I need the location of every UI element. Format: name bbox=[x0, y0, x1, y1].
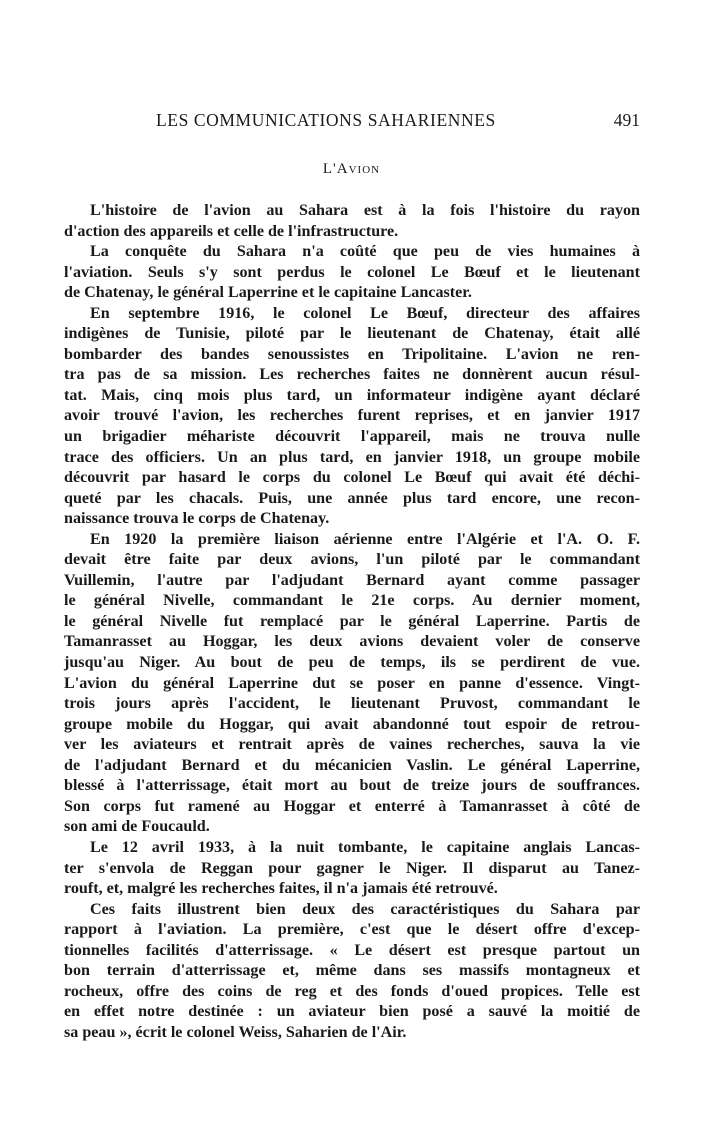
text-line: Vuillemin, l'autre par l'adjudant Bernard ayant comme passager bbox=[64, 571, 640, 589]
text-line: En septembre 1916, le colonel Le Bœuf, directeur des affaires bbox=[90, 304, 640, 322]
running-title: LES COMMUNICATIONS SAHARIENNES bbox=[156, 110, 496, 130]
text-line: d'action des appareils et celle de l'infrastructure. bbox=[64, 222, 399, 240]
text-line: En 1920 la première liaison aérienne entre l'Algérie et l'A. O. F. bbox=[90, 530, 640, 548]
text-line: sa peau », écrit le colonel Weiss, Saharien de l'Air. bbox=[64, 1023, 407, 1041]
text-line: ter s'envola de Reggan pour gagner le Niger. Il disparut au Tanez- bbox=[64, 859, 640, 877]
text-line: tionnelles facilités d'atterrissage. « Le désert est presque partout un bbox=[64, 941, 640, 959]
text-line: rouft, et, malgré les recherches faites, il n'a jamais été retrouvé. bbox=[64, 880, 498, 898]
body-text bbox=[64, 201, 640, 1043]
text-line: naissance trouva le corps de Chatenay. bbox=[64, 510, 330, 528]
text-line: découvrit par hasard le corps du colonel Le Bœuf qui avait été déchi- bbox=[64, 469, 640, 487]
text-line: le général Nivelle, commandant le 21e corps. Au dernier moment, bbox=[64, 592, 640, 610]
text-line: L'avion du général Laperrine dut se poser en panne d'essence. Vingt- bbox=[64, 674, 640, 692]
text-line: Tamanrasset au Hoggar, les deux avions devaient voler de conserve bbox=[64, 633, 640, 651]
text-line: groupe mobile du Hoggar, qui avait abandonné tout espoir de retrou- bbox=[64, 715, 640, 733]
text-line: bon terrain d'atterrissage et, même dans ses massifs montagneux et bbox=[64, 962, 640, 980]
section-title: L'Avion bbox=[322, 161, 381, 177]
text-line: Ces faits illustrent bien deux des caractéristiques du Sahara par bbox=[90, 900, 640, 918]
text-line: indigènes de Tunisie, piloté par le lieutenant de Chatenay, était allé bbox=[64, 325, 640, 343]
text-line: le général Nivelle fut remplacé par le général Laperrine. Partis de bbox=[64, 612, 640, 630]
text-line: ver les aviateurs et rentrait après de vaines recherches, sauva la vie bbox=[64, 736, 640, 754]
text-line: La conquête du Sahara n'a coûté que peu de vies humaines à bbox=[90, 243, 640, 261]
page-number: 491 bbox=[613, 110, 640, 130]
text-line: un brigadier méhariste découvrit l'appareil, mais ne trouva nulle bbox=[64, 428, 640, 446]
running-head bbox=[94, 110, 640, 134]
text-line: rocheux, offre des coins de reg et des fonds d'oued propices. Telle est bbox=[64, 982, 640, 1000]
text-line: son ami de Foucauld. bbox=[64, 818, 210, 836]
text-line: trois jours après l'accident, le lieutenant Pruvost, commandant le bbox=[64, 695, 640, 713]
text-line: L'histoire de l'avion au Sahara est à la fois l'histoire du rayon bbox=[90, 202, 640, 219]
text-line: avoir trouvé l'avion, les recherches furent reprises, et en janvier 1917 bbox=[64, 407, 640, 425]
text-line: blessé à l'atterrissage, était mort au bout de treize jours de souffrances. bbox=[64, 777, 640, 795]
text-line: Le 12 avril 1933, à la nuit tombante, le capitaine anglais Lancas- bbox=[90, 838, 640, 856]
text-line: trace des officiers. Un an plus tard, en janvier 1918, un groupe mobile bbox=[64, 448, 640, 466]
text-line: tra pas de sa mission. Les recherches faites ne donnèrent aucun résul- bbox=[64, 366, 640, 384]
text-line: bombarder des bandes senoussistes en Tripolitaine. L'avion ne ren- bbox=[64, 345, 640, 363]
text-line: jusqu'au Niger. Au bout de peu de temps, ils se perdirent de vue. bbox=[64, 654, 640, 672]
text-line: rapport à l'aviation. La première, c'est que le désert offre d'excep- bbox=[64, 921, 640, 939]
text-line: de Chatenay, le général Laperrine et le capitaine Lancaster. bbox=[64, 284, 472, 302]
text-line: queté par les chacals. Puis, une année plus tard encore, une recon- bbox=[64, 489, 640, 507]
text-line: de l'adjudant Bernard et du mécanicien Vaslin. Le général Laperrine, bbox=[64, 756, 640, 774]
text-line: Son corps fut ramené au Hoggar et enterré à Tamanrasset à côté de bbox=[64, 797, 640, 815]
text-line: tat. Mais, cinq mois plus tard, un informateur indigène ayant déclaré bbox=[64, 386, 640, 404]
text-line: l'aviation. Seuls s'y sont perdus le colonel Le Bœuf et le lieutenant bbox=[64, 263, 640, 281]
text-line: devait être faite par deux avions, l'un piloté par le commandant bbox=[64, 551, 640, 569]
text-line: en effet notre destinée : un aviateur bien posé a sauvé la moitié de bbox=[64, 1003, 640, 1021]
